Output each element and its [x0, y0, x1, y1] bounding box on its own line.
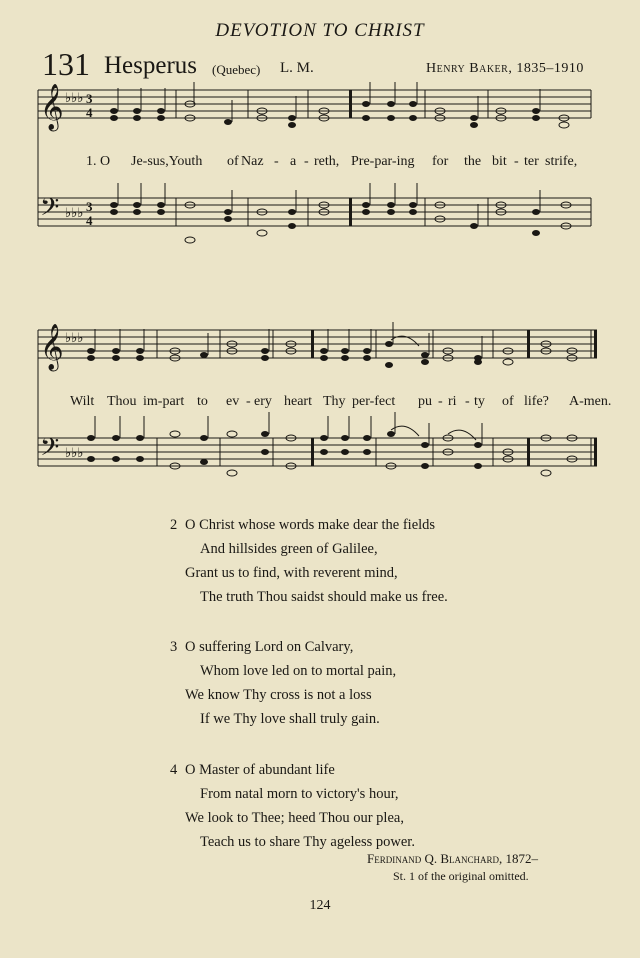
lyric-syllable: heart [284, 394, 312, 409]
lyric-syllable: - [246, 394, 251, 409]
lyric-syllable: to [197, 394, 208, 409]
page-number: 124 [309, 898, 331, 913]
verse-number: 3 [170, 639, 178, 655]
lyric-syllable: 1. O [86, 154, 111, 169]
meter: L. M. [280, 60, 314, 76]
lyric-syllable: of [502, 394, 514, 409]
lyric-syllable: im-part [143, 394, 185, 409]
verse-line: Teach us to share Thy ageless power. [200, 834, 415, 850]
treble-clef-icon: 𝄞 [40, 84, 64, 130]
verse-line: The truth Thou saidst should make us free. [200, 589, 448, 605]
verse-number: 2 [170, 517, 178, 533]
lyric-syllable: a [290, 154, 297, 169]
svg-text:4: 4 [86, 213, 93, 228]
lyric-syllable: ev [226, 394, 240, 409]
lyric-syllable: ter [524, 154, 539, 169]
lyric-syllable: reth, [314, 154, 340, 169]
final-bar [594, 330, 597, 358]
treble-clef-icon: 𝄞 [40, 324, 64, 370]
lyric-syllable: Je-sus,Youth [131, 154, 203, 169]
lyric-syllable: - [514, 154, 519, 169]
composer: Henry Baker, 1835–1910 [426, 61, 584, 76]
verse-line: From natal morn to victory's hour, [200, 786, 399, 802]
lyric-syllable: Thy [323, 394, 346, 409]
double-bar [349, 90, 352, 118]
tune-region: (Quebec) [212, 62, 261, 77]
lyric-syllable: Pre-par-ing [351, 154, 415, 169]
svg-text:♭♭♭: ♭♭♭ [65, 445, 84, 460]
double-bar [527, 330, 530, 358]
lyric-syllable: Thou [107, 394, 137, 409]
lyric-syllable: life? [524, 394, 549, 409]
verse-line: We know Thy cross is not a loss [185, 687, 372, 703]
double-bar [527, 438, 530, 466]
lyric-syllable: strife, [545, 154, 578, 169]
lyric-syllable: ery [254, 394, 272, 409]
lyric-syllable: pu [418, 394, 432, 409]
verse-number: 4 [170, 762, 178, 778]
text-author: Ferdinand Q. Blanchard, 1872– [367, 851, 539, 866]
svg-text:3: 3 [86, 199, 93, 214]
verse-3 [170, 635, 590, 735]
svg-text:♭♭♭: ♭♭♭ [65, 330, 84, 345]
verse-line: And hillsides green of Galilee, [200, 541, 378, 557]
lyric-syllable: Naz [241, 154, 264, 169]
verse-line: If we Thy love shall truly gain. [200, 711, 380, 727]
verse-line: O Master of abundant life [185, 762, 335, 778]
lyric-syllable: Wilt [70, 394, 95, 409]
section-title: DEVOTION TO CHRIST [215, 20, 425, 41]
verse-line: O Christ whose words make dear the fields [185, 517, 436, 533]
bass-clef-icon: 𝄢 [40, 433, 60, 468]
lyric-syllable: of [227, 154, 239, 169]
verse-line: O suffering Lord on Calvary, [185, 639, 354, 655]
lyric-syllable: ty [474, 394, 485, 409]
hymn-number: 131 [42, 46, 90, 82]
verse-line: Whom love led on to mortal pain, [200, 663, 397, 679]
double-bar [311, 330, 314, 358]
verse-line: We look to Thee; heed Thou our plea, [185, 810, 404, 826]
lyric-syllable: per-fect [352, 394, 396, 409]
verse-4 [170, 758, 590, 858]
tune-name: Hesperus [104, 52, 198, 79]
slur [391, 336, 419, 346]
music-system-1 [0, 80, 640, 340]
lyric-syllable: - [304, 154, 309, 169]
lyrics-system-1 [86, 154, 590, 174]
lyric-syllable: - [274, 154, 279, 169]
verse-2 [170, 513, 590, 613]
verse-line: Grant us to find, with reverent mind, [185, 565, 398, 581]
svg-text:♭♭♭: ♭♭♭ [65, 90, 84, 105]
bass-clef-icon: 𝄢 [40, 193, 60, 228]
time-signature: 3 [86, 91, 93, 106]
lyric-syllable: for [432, 154, 449, 169]
double-bar [349, 198, 352, 226]
double-bar [311, 438, 314, 466]
lyric-syllable: - [438, 394, 443, 409]
lyrics-system-2 [70, 394, 612, 414]
lyric-syllable: the [464, 154, 482, 169]
lyric-syllable: bit [492, 154, 507, 169]
lyric-syllable: A-men. [569, 394, 612, 409]
final-bar [594, 438, 597, 466]
note-stems [95, 322, 482, 445]
svg-text:4: 4 [86, 105, 93, 120]
slur [448, 430, 476, 440]
lyric-syllable: - [465, 394, 470, 409]
svg-text:♭♭♭: ♭♭♭ [65, 205, 84, 220]
attribution-note: St. 1 of the original omitted. [393, 869, 529, 883]
lyric-syllable: ri [448, 394, 457, 409]
